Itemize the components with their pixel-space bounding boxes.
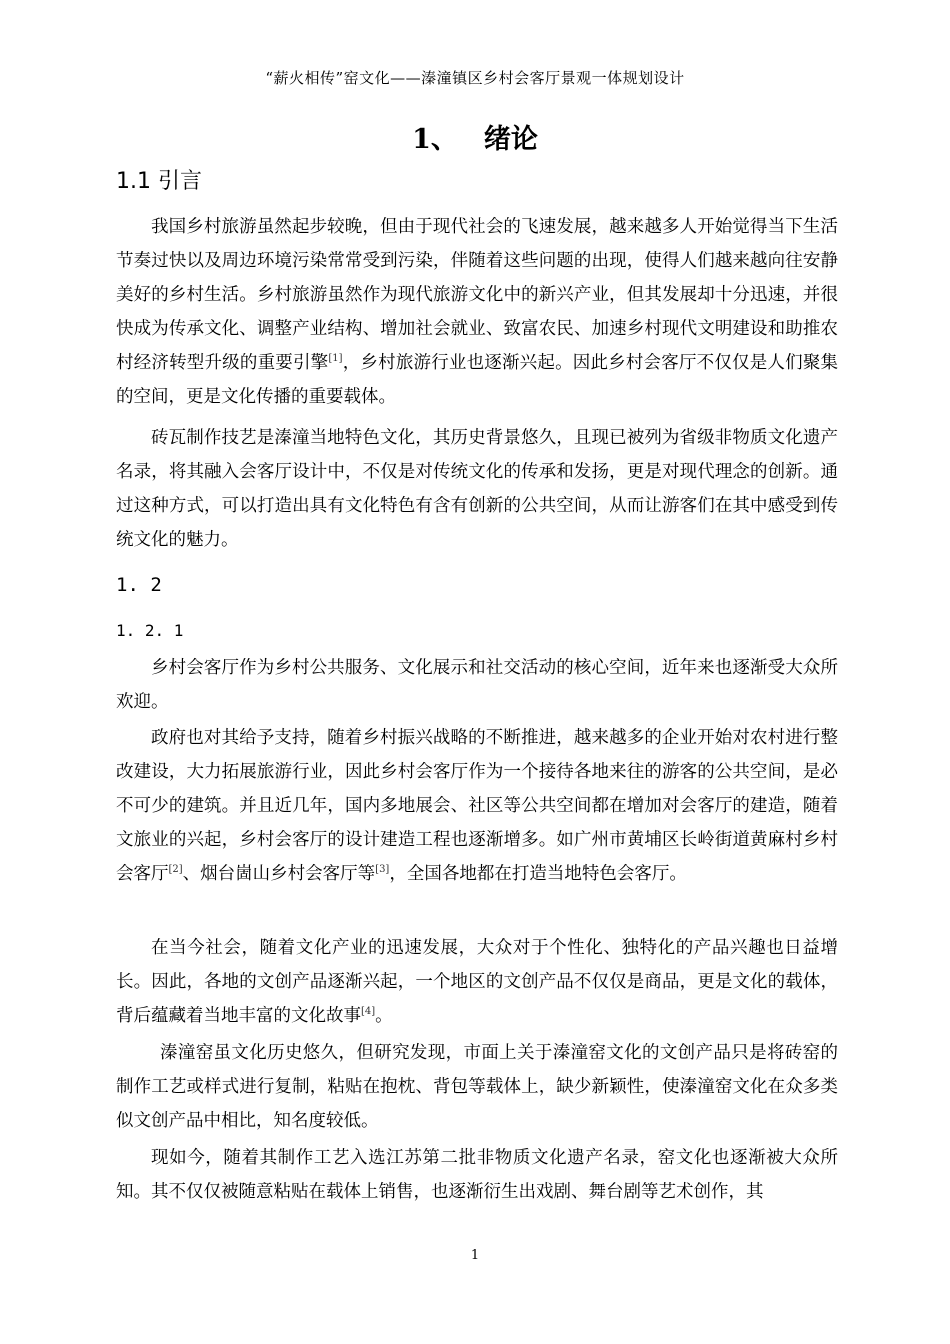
paragraph-text: 我国乡村旅游虽然起步较晚，但由于现代社会的飞速发展，越来越多人开始觉得当下生活节奏过快以及周边环境污染常常受到污染，伴随着这些问题的出现，使得人们越来越向往安静美好的乡村生活。乡村旅游虽然作为现代旅游文化中的新兴产业，但其发展却十分迅速，并很快成为传承文化、调整产业结构、增加社会就业、致富农民、加速乡村现代文明建设和助推农村经济转型升级的重要引擎 [116,217,838,373]
citation-marker: [2] [168,864,183,876]
section-1-2-1-paragraph-2 [116,721,838,891]
paragraph-text: 在当今社会，随着文化产业的迅速发展，大众对于个性化、独特化的产品兴趣也日益增长。因此，各地的文创产品逐渐兴起，一个地区的文创产品不仅仅是商品，更是文化的载体，背后蕴藏着当地丰富的文化故事 [116,938,838,1026]
section-1-2-1-paragraph-3 [116,931,838,1033]
section-1-2-1-paragraph-4: 溱潼窑虽文化历史悠久，但研究发现，市面上关于溱潼窑文化的文创产品只是将砖窑的制作工艺或样式进行复制，粘贴在抱枕、背包等载体上，缺少新颖性，使溱潼窑文化在众多类似文创产品中相比，知名度较低。 [116,1043,838,1131]
page-number: 1 [470,1248,480,1263]
paragraph-text: 。 [375,1006,393,1026]
citation-marker: [1] [328,353,343,365]
running-header: “薪火相传”窑文化——溱潼镇区乡村会客厅景观一体规划设计 [265,69,685,87]
section-1-1-paragraph-1 [116,210,838,414]
paragraph-text: ，乡村旅游行业也逐渐兴起。因此乡村会客厅不仅仅是人们聚集的空间，更是文化传播的重要载体。 [116,353,839,407]
citation-marker: [3] [375,864,390,876]
paragraph-text: 、烟台崮山乡村会客厅等 [182,864,376,884]
paragraph-text: 政府也对其给予支持，随着乡村振兴战略的不断推进，越来越多的企业开始对农村进行整改建设，大力拓展旅游行业，因此乡村会客厅作为一个接待各地来往的游客的公共空间，是必不可少的建筑。并且近几年，国内多地展会、社区等公共空间都在增加对会客厅的建造，随着文旅业的兴起，乡村会客厅的设计建造工程也逐渐增多。如广州市黄埔区长岭街道黄麻村乡村会客厅 [116,728,838,884]
chapter-name: 绪论 [483,124,538,155]
chapter-number: 1、 [412,124,458,155]
chapter-title [0,122,950,158]
section-1-2-heading: 1. 2 [116,574,162,596]
citation-marker: [4] [361,1006,376,1018]
paragraph-text: ，全国各地都在打造当地特色会客厅。 [389,864,687,884]
section-1-2-1-paragraph-1: 乡村会客厅作为乡村公共服务、文化展示和社交活动的核心空间，近年来也逐渐受大众所欢迎。 [116,658,838,712]
section-1-2-1-heading: 1. 2. 1 [116,621,184,640]
section-1-1-paragraph-2: 砖瓦制作技艺是溱潼当地特色文化，其历史背景悠久，且现已被列为省级非物质文化遗产名录，将其融入会客厅设计中，不仅是对传统文化的传承和发扬，更是对现代理念的创新。通过这种方式，可以打造出具有文化特色有含有创新的公共空间，从而让游客们在其中感受到传统文化的魅力。 [116,428,838,550]
section-1-1-heading: 1.1 引言 [116,169,202,194]
section-1-2-1-paragraph-5: 现如今，随着其制作工艺入选江苏第二批非物质文化遗产名录，窑文化也逐渐被大众所知。其不仅仅被随意粘贴在载体上销售，也逐渐衍生出戏剧、舞台剧等艺术创作，其 [116,1148,838,1202]
